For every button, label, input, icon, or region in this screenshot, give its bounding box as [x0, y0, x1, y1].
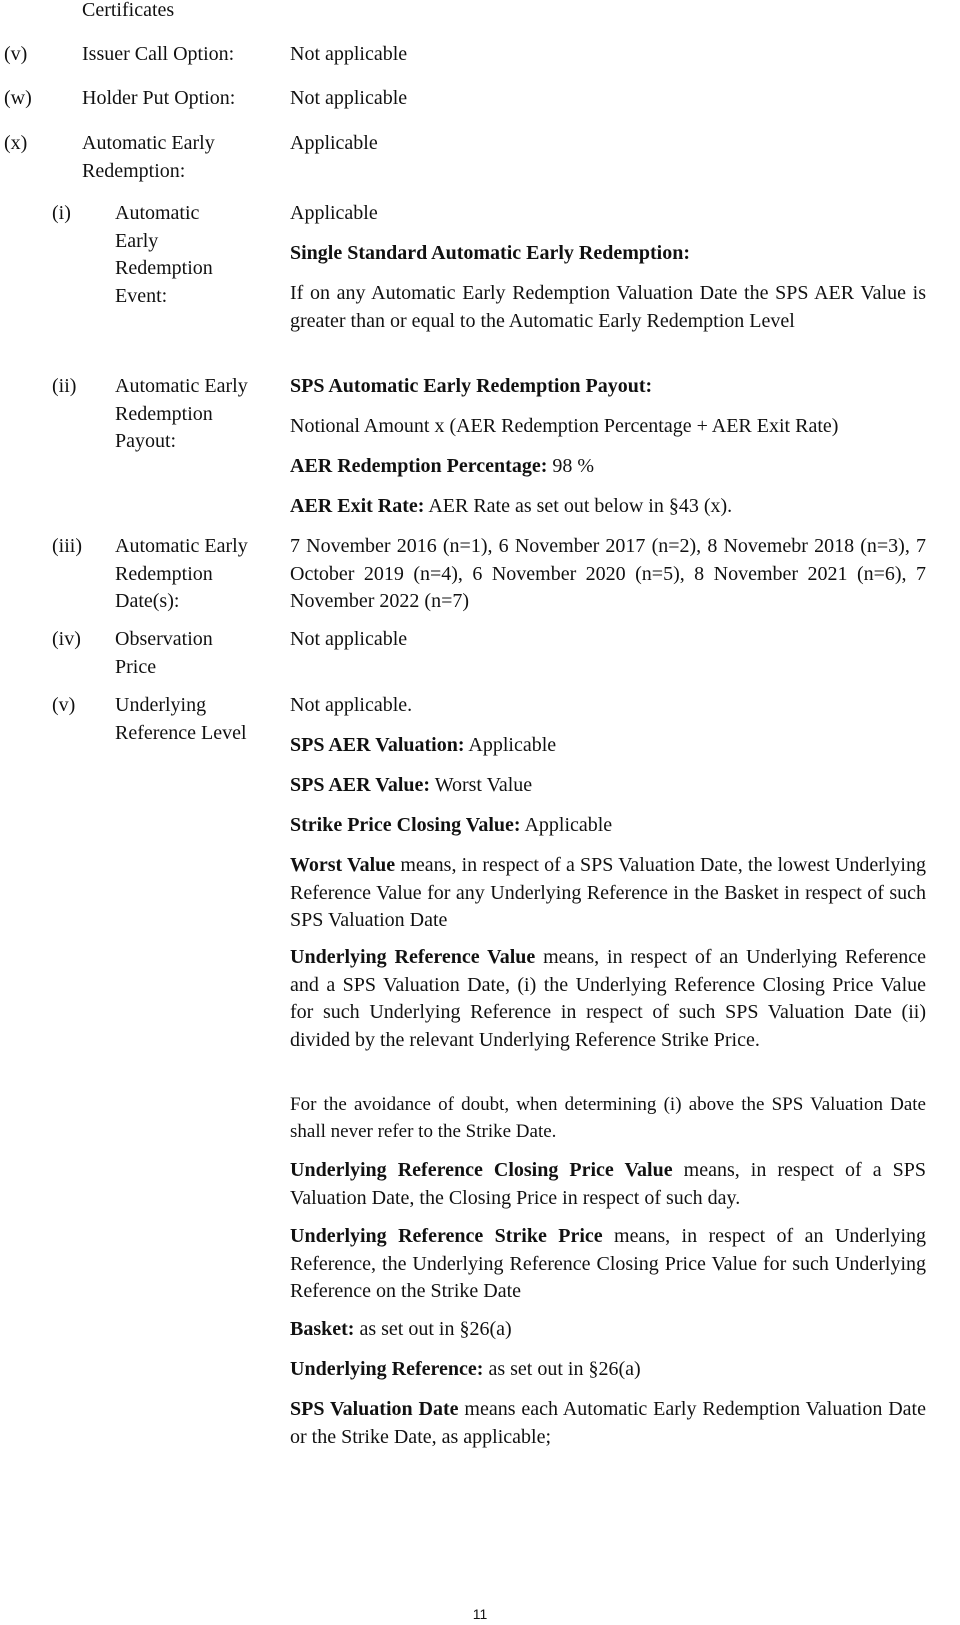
sps-aer-valuation: SPS AER Valuation: Applicable — [290, 734, 557, 756]
section-heading-continuation: Certificates — [82, 0, 175, 21]
strike-price-closing-value: Strike Price Closing Value: Applicable — [290, 814, 613, 836]
item-label: Holder Put Option: — [82, 87, 236, 109]
sps-valuation-date-definition: SPS Valuation Date means each Automatic Early Redemption Valuation Date or the Strike Date, as applicable; — [290, 1398, 926, 1448]
item-label: Issuer Call Option: — [82, 43, 235, 65]
item-number: (v) — [4, 43, 28, 65]
aer-event-text: If on any Automatic Early Redemption Valuation Date the SPS AER Value is greater than or equal to the Automatic Early Redemption Level — [290, 282, 926, 332]
subitem-number: (iii) — [52, 535, 82, 557]
sps-aer-value: SPS AER Value: Worst Value — [290, 774, 533, 796]
item-number: (w) — [4, 87, 32, 109]
subitem-value: Not applicable. — [290, 694, 413, 716]
redemption-dates: 7 November 2016 (n=1), 6 November 2017 (n=2), 8 Novemebr 2018 (n=3), 7 October 2019 (n=4), 6 November 2020 (n=5), 8 November 2021 (n=6), 7 November 2022 (n=7) — [290, 535, 926, 612]
subitem-number: (v) — [52, 694, 76, 716]
subitem-number: (i) — [52, 202, 71, 224]
page-number: 11 — [472, 1606, 488, 1622]
payout-heading: SPS Automatic Early Redemption Payout: — [290, 375, 653, 397]
subitem-label: Underlying Reference Level — [115, 694, 247, 744]
aer-event-heading: Single Standard Automatic Early Redemption: — [290, 242, 691, 264]
subitem-label: Automatic Early Redemption Payout: — [115, 375, 248, 452]
strike-price-definition: Underlying Reference Strike Price means, in respect of an Underlying Reference, the Underlying Reference Closing Price Value for such Underlying Reference on the Strike Date — [290, 1225, 926, 1302]
item-label: Automatic Early Redemption: — [82, 132, 215, 182]
avoidance-of-doubt-note: For the avoidance of doubt, when determining (i) above the SPS Valuation Date shall never refer to the Strike Date. — [290, 1094, 926, 1142]
closing-price-value-definition: Underlying Reference Closing Price Value means, in respect of a SPS Valuation Date, the Closing Price in respect of such day. — [290, 1159, 926, 1209]
subitem-number: (iv) — [52, 628, 81, 650]
worst-value-definition: Worst Value means, in respect of a SPS Valuation Date, the lowest Underlying Reference Value for any Underlying Reference in the Basket in respect of such SPS Valuation Date — [290, 854, 926, 931]
subitem-value: Not applicable — [290, 628, 408, 650]
underlying-reference: Underlying Reference: as set out in §26(a) — [290, 1358, 641, 1380]
payout-formula: Notional Amount x (AER Redemption Percentage + AER Exit Rate) — [290, 415, 839, 437]
subitem-value: Applicable — [290, 202, 378, 224]
item-value: Applicable — [290, 132, 378, 154]
subitem-label: Observation Price — [115, 628, 213, 678]
item-value: Not applicable — [290, 87, 408, 109]
item-value: Not applicable — [290, 43, 408, 65]
aer-redemption-percentage: AER Redemption Percentage: 98 % — [290, 455, 595, 477]
aer-exit-rate: AER Exit Rate: AER Rate as set out below in §43 (x). — [290, 495, 733, 517]
item-number: (x) — [4, 132, 28, 154]
basket-reference: Basket: as set out in §26(a) — [290, 1318, 512, 1340]
subitem-label: Automatic Early Redemption Event: — [115, 202, 213, 307]
subitem-label: Automatic Early Redemption Date(s): — [115, 535, 248, 612]
underlying-reference-value-definition: Underlying Reference Value means, in respect of an Underlying Reference and a SPS Valuation Date, (i) the Underlying Reference Closing Price Value for such Underlying Reference in respect of such SPS Valuation Date (ii) divided by the relevant Underlying Reference Strike Price. — [290, 946, 926, 1051]
subitem-number: (ii) — [52, 375, 77, 397]
